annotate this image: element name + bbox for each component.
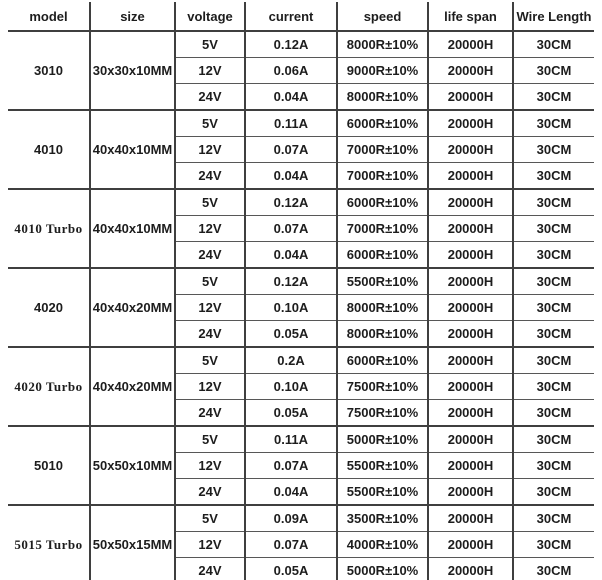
cell-speed: 7000R±10% (337, 163, 428, 190)
cell-voltage: 12V (175, 295, 245, 321)
cell-life-span: 20000H (428, 268, 513, 295)
cell-current: 0.10A (245, 374, 337, 400)
cell-wire-length: 30CM (513, 479, 594, 506)
cell-wire-length: 30CM (513, 31, 594, 58)
cell-wire-length: 30CM (513, 242, 594, 269)
cell-model: 3010 (8, 31, 90, 110)
cell-size: 50x50x10MM (90, 426, 175, 505)
cell-size: 30x30x10MM (90, 31, 175, 110)
cell-current: 0.12A (245, 31, 337, 58)
cell-model: 4010 (8, 110, 90, 189)
cell-life-span: 20000H (428, 426, 513, 453)
cell-voltage: 24V (175, 558, 245, 580)
cell-voltage: 5V (175, 189, 245, 216)
cell-wire-length: 30CM (513, 295, 594, 321)
cell-size: 40x40x10MM (90, 189, 175, 268)
cell-current: 0.05A (245, 400, 337, 427)
cell-current: 0.04A (245, 84, 337, 111)
table-body (8, 31, 594, 580)
table-row (8, 31, 594, 58)
cell-model: 4020 (8, 268, 90, 347)
cell-life-span: 20000H (428, 400, 513, 427)
cell-voltage: 12V (175, 532, 245, 558)
cell-speed: 7000R±10% (337, 216, 428, 242)
cell-wire-length: 30CM (513, 189, 594, 216)
cell-voltage: 24V (175, 242, 245, 269)
cell-model: 5015 Turbo (8, 505, 90, 580)
cell-voltage: 5V (175, 31, 245, 58)
cell-life-span: 20000H (428, 216, 513, 242)
cell-voltage: 12V (175, 453, 245, 479)
cell-wire-length: 30CM (513, 426, 594, 453)
cell-speed: 5500R±10% (337, 453, 428, 479)
table-row (8, 110, 594, 137)
cell-wire-length: 30CM (513, 374, 594, 400)
cell-current: 0.04A (245, 479, 337, 506)
cell-wire-length: 30CM (513, 558, 594, 580)
cell-voltage: 5V (175, 110, 245, 137)
cell-wire-length: 30CM (513, 453, 594, 479)
cell-speed: 8000R±10% (337, 295, 428, 321)
cell-current: 0.07A (245, 532, 337, 558)
cell-speed: 5000R±10% (337, 558, 428, 580)
col-header-speed: speed (337, 2, 428, 31)
cell-voltage: 5V (175, 268, 245, 295)
cell-life-span: 20000H (428, 163, 513, 190)
cell-wire-length: 30CM (513, 216, 594, 242)
cell-speed: 5000R±10% (337, 426, 428, 453)
cell-model: 4020 Turbo (8, 347, 90, 426)
cell-speed: 6000R±10% (337, 110, 428, 137)
table-row (8, 426, 594, 453)
cell-size: 40x40x20MM (90, 268, 175, 347)
table-row (8, 189, 594, 216)
cell-life-span: 20000H (428, 374, 513, 400)
cell-current: 0.2A (245, 347, 337, 374)
cell-voltage: 24V (175, 84, 245, 111)
cell-speed: 5500R±10% (337, 479, 428, 506)
cell-wire-length: 30CM (513, 84, 594, 111)
cell-speed: 5500R±10% (337, 268, 428, 295)
cell-wire-length: 30CM (513, 321, 594, 348)
cell-speed: 9000R±10% (337, 58, 428, 84)
cell-life-span: 20000H (428, 189, 513, 216)
col-header-life-span: life span (428, 2, 513, 31)
cell-current: 0.12A (245, 189, 337, 216)
cell-voltage: 12V (175, 58, 245, 84)
table-row (8, 505, 594, 532)
cell-model: 5010 (8, 426, 90, 505)
cell-current: 0.11A (245, 426, 337, 453)
cell-wire-length: 30CM (513, 347, 594, 374)
cell-life-span: 20000H (428, 84, 513, 111)
cell-life-span: 20000H (428, 479, 513, 506)
cell-speed: 8000R±10% (337, 321, 428, 348)
cell-voltage: 12V (175, 216, 245, 242)
cell-current: 0.12A (245, 268, 337, 295)
col-header-model: model (8, 2, 90, 31)
cell-wire-length: 30CM (513, 163, 594, 190)
cell-wire-length: 30CM (513, 110, 594, 137)
cell-wire-length: 30CM (513, 58, 594, 84)
cell-voltage: 12V (175, 374, 245, 400)
cell-current: 0.07A (245, 453, 337, 479)
cell-wire-length: 30CM (513, 137, 594, 163)
col-header-current: current (245, 2, 337, 31)
cell-current: 0.05A (245, 558, 337, 580)
cell-life-span: 20000H (428, 31, 513, 58)
col-header-voltage: voltage (175, 2, 245, 31)
cell-speed: 6000R±10% (337, 189, 428, 216)
cell-voltage: 5V (175, 347, 245, 374)
cell-life-span: 20000H (428, 295, 513, 321)
cell-wire-length: 30CM (513, 505, 594, 532)
cell-life-span: 20000H (428, 347, 513, 374)
col-header-size: size (90, 2, 175, 31)
cell-voltage: 24V (175, 321, 245, 348)
cell-wire-length: 30CM (513, 532, 594, 558)
cell-speed: 7500R±10% (337, 400, 428, 427)
cell-model: 4010 Turbo (8, 189, 90, 268)
cell-voltage: 24V (175, 163, 245, 190)
cell-size: 40x40x10MM (90, 110, 175, 189)
cell-current: 0.06A (245, 58, 337, 84)
cell-current: 0.04A (245, 163, 337, 190)
header-row (8, 2, 594, 31)
cell-speed: 6000R±10% (337, 242, 428, 269)
cell-speed: 4000R±10% (337, 532, 428, 558)
cell-life-span: 20000H (428, 505, 513, 532)
cell-life-span: 20000H (428, 321, 513, 348)
cell-voltage: 5V (175, 426, 245, 453)
cell-current: 0.10A (245, 295, 337, 321)
cell-life-span: 20000H (428, 110, 513, 137)
cell-voltage: 5V (175, 505, 245, 532)
col-header-wire-length: Wire Length (513, 2, 594, 31)
cell-life-span: 20000H (428, 532, 513, 558)
cell-wire-length: 30CM (513, 268, 594, 295)
table-row (8, 347, 594, 374)
cell-life-span: 20000H (428, 137, 513, 163)
cell-speed: 8000R±10% (337, 84, 428, 111)
cell-size: 50x50x15MM (90, 505, 175, 580)
cell-current: 0.09A (245, 505, 337, 532)
cell-speed: 7500R±10% (337, 374, 428, 400)
cell-life-span: 20000H (428, 242, 513, 269)
cell-current: 0.07A (245, 137, 337, 163)
cell-wire-length: 30CM (513, 400, 594, 427)
cell-current: 0.05A (245, 321, 337, 348)
cell-speed: 6000R±10% (337, 347, 428, 374)
cell-speed: 3500R±10% (337, 505, 428, 532)
cell-voltage: 12V (175, 137, 245, 163)
table-row (8, 268, 594, 295)
cell-life-span: 20000H (428, 58, 513, 84)
cell-life-span: 20000H (428, 453, 513, 479)
cell-speed: 7000R±10% (337, 137, 428, 163)
cell-life-span: 20000H (428, 558, 513, 580)
cell-current: 0.11A (245, 110, 337, 137)
cell-speed: 8000R±10% (337, 31, 428, 58)
cell-voltage: 24V (175, 400, 245, 427)
cell-size: 40x40x20MM (90, 347, 175, 426)
cell-voltage: 24V (175, 479, 245, 506)
fan-spec-table (8, 2, 594, 580)
cell-current: 0.07A (245, 216, 337, 242)
cell-current: 0.04A (245, 242, 337, 269)
